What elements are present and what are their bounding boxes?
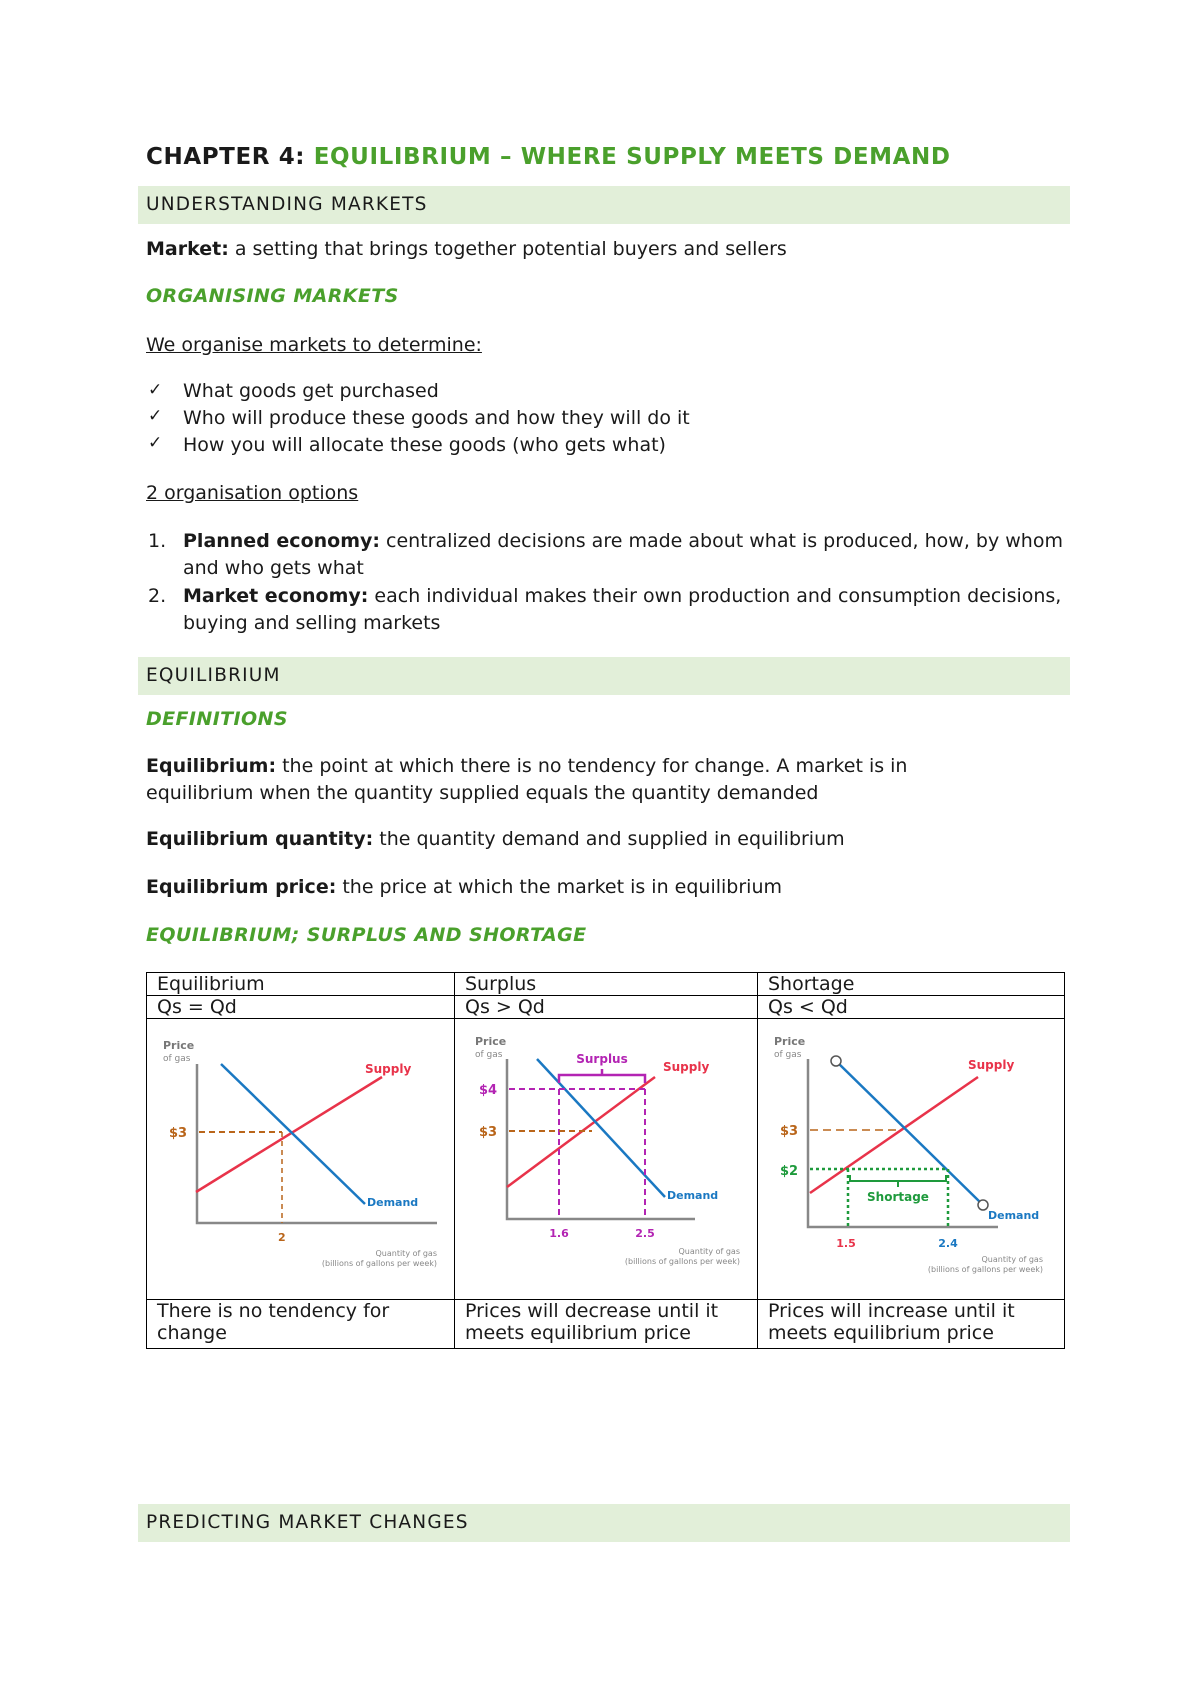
option-text: centralized decisions are made about what is produced, how, by whom and who gets what: [183, 530, 1063, 579]
definition-equilibrium: [146, 753, 946, 807]
surplus-label: Surplus: [576, 1052, 628, 1066]
note-surplus: Prices will decrease until it meets equilibrium price: [455, 1300, 758, 1349]
table-row: [147, 996, 1065, 1019]
checkmark-icon: ✓: [148, 433, 163, 453]
option-text: each individual makes their own production and consumption decisions, buying and selling markets: [183, 585, 1062, 634]
x-axis-sublabel: (billions of gallons per week): [624, 1257, 740, 1266]
graph-cell-surplus: [455, 1019, 758, 1300]
table-row: [147, 1019, 1065, 1300]
note-shortage: Prices will increase until it meets equilibrium price: [758, 1300, 1065, 1349]
check-item-2: Who will produce these goods and how they will do it: [183, 407, 690, 429]
section-predicting-market-changes: PREDICTING MARKET CHANGES: [138, 1504, 1070, 1542]
y-axis-sublabel: of gas: [774, 1050, 802, 1060]
checkmark-icon: ✓: [148, 406, 163, 426]
surplus-chart: [455, 1019, 755, 1299]
relation-surplus: Qs > Qd: [455, 996, 758, 1019]
surplus-bracket: [559, 1069, 645, 1083]
shortage-chart: [758, 1019, 1058, 1299]
definition-text: the point at which there is no tendency for change. A market is in equilibrium when the quantity supplied equals the quantity demanded: [146, 755, 908, 804]
definition-text: the price at which the market is in equilibrium: [336, 876, 782, 898]
price-tick-eq: $3: [479, 1125, 498, 1140]
quantity-tick: 1.6: [549, 1227, 569, 1240]
chapter-prefix: CHAPTER 4:: [146, 144, 306, 170]
chapter-title: [146, 144, 951, 170]
table-heading: EQUILIBRIUM; SURPLUS AND SHORTAGE: [146, 924, 587, 946]
shortage-bracket: [850, 1175, 946, 1187]
check-item-1: What goods get purchased: [183, 380, 439, 402]
supply-label: Supply: [663, 1060, 710, 1074]
market-term: Market:: [146, 238, 229, 260]
x-axis-label: Quantity of gas: [375, 1249, 437, 1258]
note-equilibrium: There is no tendency for change: [147, 1300, 455, 1349]
list-number: 2.: [148, 585, 167, 607]
supply-label: Supply: [365, 1062, 412, 1076]
relation-equilibrium: Qs = Qd: [147, 996, 455, 1019]
table-row: [147, 973, 1065, 996]
list-number: 1.: [148, 530, 167, 552]
y-axis-sublabel: of gas: [163, 1054, 191, 1064]
definition-equilibrium-quantity: [146, 826, 845, 853]
definition-equilibrium-price: [146, 874, 782, 901]
equilibrium-chart: [147, 1019, 447, 1299]
x-axis-label: Quantity of gas: [678, 1247, 740, 1256]
market-text: a setting that brings together potential buyers and sellers: [228, 238, 787, 260]
options-heading: 2 organisation options: [146, 482, 359, 504]
definition-term: Equilibrium:: [146, 755, 277, 777]
y-axis-label: Price: [774, 1035, 806, 1048]
quantity-tick: 1.5: [836, 1237, 856, 1250]
curve-endpoint: [831, 1056, 841, 1066]
demand-line: [836, 1061, 983, 1205]
x-axis-sublabel: (billions of gallons per week): [321, 1259, 437, 1268]
chapter-name: EQUILIBRIUM – WHERE SUPPLY MEETS DEMAND: [313, 144, 951, 170]
definition-term: Equilibrium price:: [146, 876, 337, 898]
demand-label: Demand: [367, 1196, 419, 1209]
price-tick: $3: [169, 1126, 188, 1141]
organising-markets-heading: ORGANISING MARKETS: [146, 285, 399, 307]
supply-label: Supply: [968, 1058, 1015, 1072]
y-axis-sublabel: of gas: [475, 1050, 503, 1060]
x-axis-sublabel: (billions of gallons per week): [927, 1265, 1043, 1274]
y-axis-label: Price: [475, 1035, 507, 1048]
relation-shortage: Qs < Qd: [758, 996, 1065, 1019]
y-axis-label: Price: [163, 1039, 195, 1052]
graph-cell-equilibrium: [147, 1019, 455, 1300]
shortage-label: Shortage: [867, 1190, 929, 1204]
price-tick-high: $4: [479, 1083, 498, 1098]
section-understanding-markets: UNDERSTANDING MARKETS: [138, 186, 1070, 224]
curve-endpoint: [978, 1200, 988, 1210]
organise-intro: We organise markets to determine:: [146, 334, 482, 356]
checkmark-icon: ✓: [148, 380, 163, 400]
graph-cell-shortage: [758, 1019, 1065, 1300]
column-name-equilibrium: Equilibrium: [147, 973, 455, 996]
x-axis-label: Quantity of gas: [981, 1255, 1043, 1264]
section-equilibrium: EQUILIBRIUM: [138, 657, 1070, 695]
option-term: Market economy:: [183, 585, 369, 607]
supply-line: [196, 1077, 382, 1192]
price-tick-eq: $3: [780, 1124, 799, 1139]
price-tick-low: $2: [780, 1164, 799, 1179]
demand-label: Demand: [988, 1209, 1040, 1222]
check-item-3: How you will allocate these goods (who gets what): [183, 434, 666, 456]
definitions-heading: DEFINITIONS: [146, 708, 288, 730]
column-name-surplus: Surplus: [455, 973, 758, 996]
definition-term: Equilibrium quantity:: [146, 828, 374, 850]
option-market-economy: [183, 583, 1063, 637]
quantity-tick: 2.5: [635, 1227, 655, 1240]
comparison-table: [146, 972, 1065, 1349]
demand-label: Demand: [667, 1189, 719, 1202]
definition-text: the quantity demand and supplied in equilibrium: [373, 828, 845, 850]
column-name-shortage: Shortage: [758, 973, 1065, 996]
quantity-tick: 2.4: [938, 1237, 958, 1250]
quantity-tick: 2: [278, 1231, 286, 1244]
option-term: Planned economy:: [183, 530, 380, 552]
table-row: [147, 1300, 1065, 1349]
demand-line: [221, 1064, 365, 1204]
market-definition: [146, 236, 787, 263]
option-planned-economy: [183, 528, 1063, 582]
